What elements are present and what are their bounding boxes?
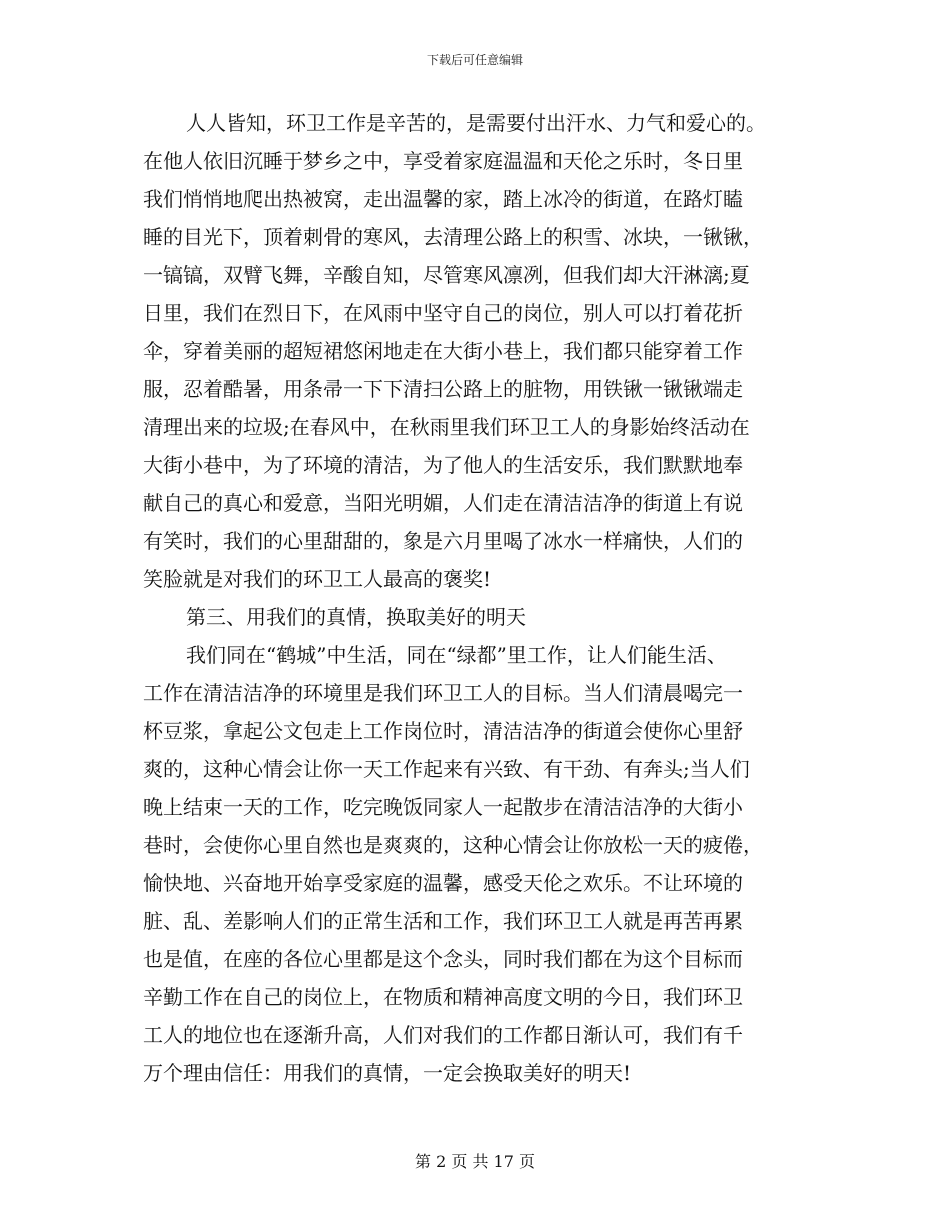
text-line: 笑脸就是对我们的环卫工人最高的褒奖! xyxy=(143,567,492,591)
text-line: 我们同在“鹤城”中生活，同在“绿都”里工作，让人们能生活、 xyxy=(186,643,727,667)
text-line: 巷时，会使你心里自然也是爽爽的，这种心情会让你放松一天的疲倦， xyxy=(143,833,763,857)
page-number-footer: 第 2 页 共 17 页 xyxy=(415,1152,535,1171)
text-line: 服，忍着酷暑，用条帚一下下清扫公路上的脏物，用铁锹一锹锹端走 xyxy=(143,377,743,401)
text-line: 清理出来的垃圾;在春风中，在秋雨里我们环卫工人的身影始终活动在 xyxy=(143,415,750,439)
text-line: 日里，我们在烈日下，在风雨中坚守自己的岗位，别人可以打着花折 xyxy=(143,301,743,325)
text-line: 也是值，在座的各位心里都是这个念头，同时我们都在为这个目标而 xyxy=(143,947,743,971)
text-line: 人人皆知，环卫工作是辛苦的，是需要付出汗水、力气和爱心的。 xyxy=(186,111,766,135)
text-line: 有笑时，我们的心里甜甜的，象是六月里喝了冰水一样痛快，人们的 xyxy=(143,529,743,553)
text-line: 晚上结束一天的工作，吃完晚饭同家人一起散步在清洁洁净的大街小 xyxy=(143,795,743,819)
text-line: 爽的，这种心情会让你一天工作起来有兴致、有干劲、有奔头;当人们 xyxy=(143,757,750,781)
text-line: 工人的地位也在逐渐升高，人们对我们的工作都日渐认可，我们有千 xyxy=(143,1023,743,1047)
page-header-note: 下载后可任意编辑 xyxy=(426,53,523,67)
text-line: 一镐镐，双臂飞舞，辛酸自知，尽管寒风凛冽，但我们却大汗淋漓;夏 xyxy=(143,263,750,287)
text-line: 献自己的真心和爱意，当阳光明媚，人们走在清洁洁净的街道上有说 xyxy=(143,491,743,515)
section-heading: 第三、用我们的真情，换取美好的明天 xyxy=(186,605,526,629)
text-line: 在他人依旧沉睡于梦乡之中，享受着家庭温温和天伦之乐时，冬日里 xyxy=(143,149,743,173)
text-line: 大街小巷中，为了环境的清洁，为了他人的生活安乐，我们默默地奉 xyxy=(143,453,743,477)
text-line: 伞，穿着美丽的超短裙悠闲地走在大街小巷上，我们都只能穿着工作 xyxy=(143,339,743,363)
text-line: 工作在清洁洁净的环境里是我们环卫工人的目标。当人们清晨喝完一 xyxy=(143,681,743,705)
text-line: 睡的目光下，顶着刺骨的寒风，去清理公路上的积雪、冰块，一锹锹， xyxy=(143,225,763,249)
text-line: 杯豆浆，拿起公文包走上工作岗位时，清洁洁净的街道会使你心里舒 xyxy=(143,719,743,743)
text-line: 万个理由信任：用我们的真情，一定会换取美好的明天! xyxy=(143,1061,632,1085)
text-line: 辛勤工作在自己的岗位上，在物质和精神高度文明的今日，我们环卫 xyxy=(143,985,743,1009)
text-line: 愉快地、兴奋地开始享受家庭的温馨，感受天伦之欢乐。不让环境的 xyxy=(143,871,743,895)
text-line: 我们悄悄地爬出热被窝，走出温馨的家，踏上冰冷的街道，在路灯瞌 xyxy=(143,187,743,211)
text-line: 脏、乱、差影响人们的正常生活和工作，我们环卫工人就是再苦再累 xyxy=(143,909,743,933)
